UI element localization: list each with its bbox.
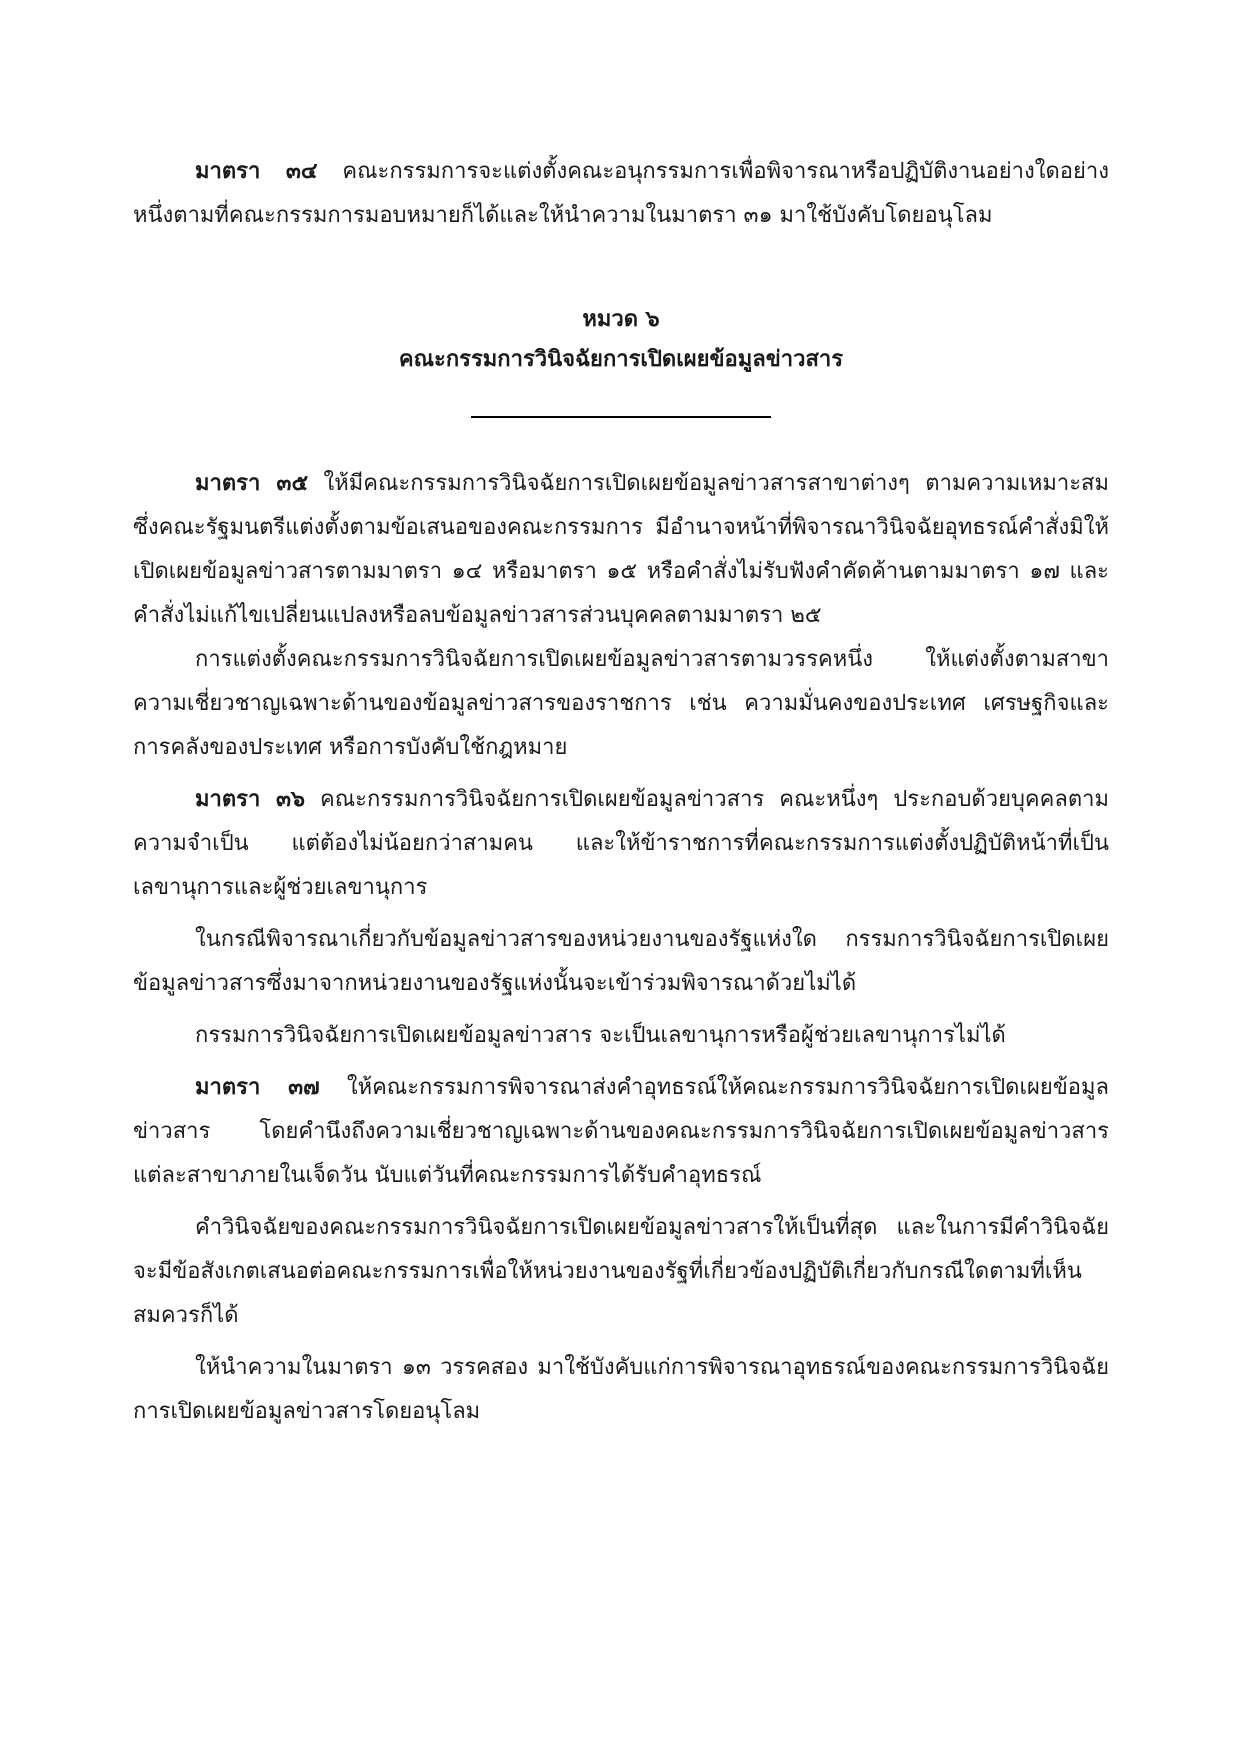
section-36-paragraph-2: ในกรณีพิจารณาเกี่ยวกับข้อมูลข่าวสารของหน่วยงานของรัฐแห่งใด กรรมการวินิจฉัยการเปิดเผยข้อมูลข่าวสารซึ่งมาจากหน่วยงานของรัฐแห่งนั้นจะเข้าร่วมพิจารณาด้วยไม่ได้ [133,927,1109,996]
section-36-paragraph [133,778,1109,910]
section-35-text: ให้มีคณะกรรมการวินิจฉัยการเปิดเผยข้อมูลข่าวสารสาขาต่างๆ ตามความเหมาะสม ซึ่งคณะรัฐมนตรีแต่งตั้งตามข้อเสนอของคณะกรรมการ มีอำนาจหน้าที่พิจารณาวินิจฉัยอุทธรณ์คำสั่งมิให้เปิดเผยข้อมูลข่าวสารตามมาตรา ๑๔ หรือมาตรา ๑๕ หรือคำสั่งไม่รับฟังคำคัดค้านตามมาตรา ๑๗ และคำสั่งไม่แก้ไขเปลี่ยนแปลงหรือลบข้อมูลข่าวสารส่วนบุคคลตามมาตรา ๒๕ [133,471,1109,628]
spacer [133,1058,1109,1066]
section-37-text: ให้คณะกรรมการพิจารณาส่งคำอุทธรณ์ให้คณะกรรมการวินิจฉัยการเปิดเผยข้อมูลข่าวสาร โดยคำนึงถึงความเชี่ยวชาญเฉพาะด้านของคณะกรรมการวินิจฉัยการเปิดเผยข้อมูลข่าวสารแต่ละสาขาภายในเจ็ดวัน นับแต่วันที่คณะกรรมการได้รับคำอุทธรณ์ [133,1075,1109,1188]
section-35-paragraph [133,462,1109,638]
spacer [133,770,1109,778]
section-37-paragraph-3: ให้นำความในมาตรา ๑๓ วรรคสอง มาใช้บังคับแก่การพิจารณาอุทธรณ์ของคณะกรรมการวินิจฉัยการเปิดเผยข้อมูลข่าวสารโดยอนุโลม [133,1355,1109,1424]
spacer [133,910,1109,918]
section-37-paragraph-2: คำวินิจฉัยของคณะกรรมการวินิจฉัยการเปิดเผยข้อมูลข่าวสารให้เป็นที่สุด และในการมีคำวินิจฉัยจะมีข้อสังเกตเสนอต่อคณะกรรมการเพื่อให้หน่วยงานของรัฐที่เกี่ยวข้องปฏิบัติเกี่ยวกับกรณีใดตามที่เห็นสมควรก็ได้ [133,1215,1109,1328]
section-37-label: มาตรา ๓๗ [195,1075,320,1100]
section-34-label: มาตรา ๓๔ [195,159,318,184]
section-35-label: มาตรา ๓๕ [195,471,309,496]
spacer [133,1338,1109,1346]
spacer [133,1006,1109,1014]
spacer [133,1198,1109,1206]
chapter-divider [471,416,771,418]
section-35-paragraph-2: การแต่งตั้งคณะกรรมการวินิจฉัยการเปิดเผยข้อมูลข่าวสารตามวรรคหนึ่ง ให้แต่งตั้งตามสาขาความเชี่ยวชาญเฉพาะด้านของข้อมูลข่าวสารของราชการ เช่น ความมั่นคงของประเทศ เศรษฐกิจและการคลังของประเทศ หรือการบังคับใช้กฎหมาย [133,647,1109,760]
section-36-text: คณะกรรมการวินิจฉัยการเปิดเผยข้อมูลข่าวสาร คณะหนึ่งๆ ประกอบด้วยบุคคลตามความจำเป็น แต่ต้องไม่น้อยกว่าสามคน และให้ข้าราชการที่คณะกรรมการแต่งตั้งปฏิบัติหน้าที่เป็นเลขานุการและผู้ช่วยเลขานุการ [133,787,1109,900]
chapter-title: คณะกรรมการวินิจฉัยการเปิดเผยข้อมูลข่าวสาร [398,347,844,372]
section-36-paragraph-3: กรรมการวินิจฉัยการเปิดเผยข้อมูลข่าวสาร จะเป็นเลขานุการหรือผู้ช่วยเลขานุการไม่ได้ [195,1023,1006,1048]
chapter-number: หมวด ๖ [582,307,660,332]
section-34-text: คณะกรรมการจะแต่งตั้งคณะอนุกรรมการเพื่อพิจารณาหรือปฏิบัติงานอย่างใดอย่างหนึ่งตามที่คณะกรรมการมอบหมายก็ได้และให้นำความในมาตรา ๓๑ มาใช้บังคับโดยอนุโลม [133,159,1109,228]
spacer [133,238,1109,300]
section-36-label: มาตรา ๓๖ [195,787,306,812]
section-34-paragraph [133,150,1109,238]
document-page [133,150,1109,1434]
section-37-paragraph [133,1066,1109,1198]
